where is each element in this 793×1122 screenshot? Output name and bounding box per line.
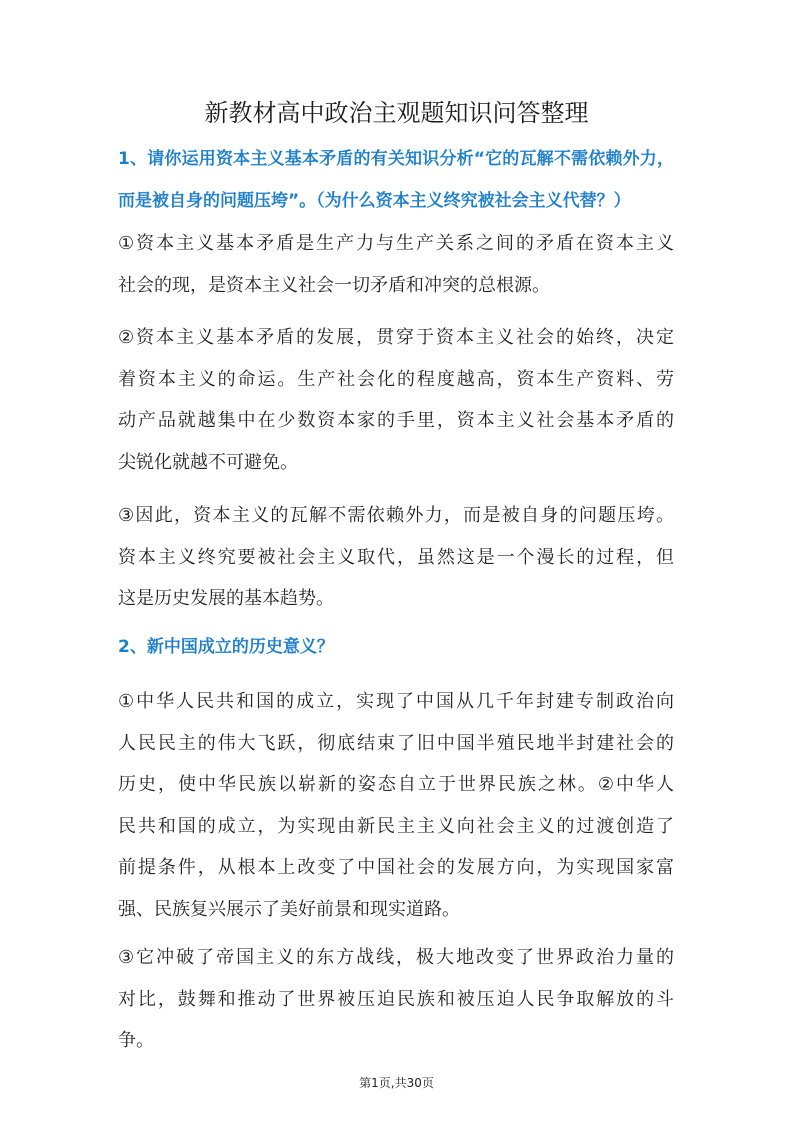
text-line: 而是被自身的问题压垮”。（为什么资本主义终究被社会主义代替？）	[118, 190, 631, 211]
text-line: 争。	[118, 1030, 154, 1051]
text-line: ③因此，资本主义的瓦解不需依赖外力，而是被自身的问题压垮。	[118, 505, 674, 526]
answer-paragraph	[118, 937, 674, 1062]
answer-paragraph	[118, 223, 674, 306]
text-line: 尖锐化就越不可避免。	[118, 451, 298, 473]
text-line: 资本主义终究要被社会主义取代，虽然这是一个漫长的过程，但	[118, 546, 674, 568]
text-line: 2、新中国成立的历史意义？	[118, 637, 334, 657]
document-title: 新教材高中政治主观题知识问答整理	[204, 99, 589, 127]
text-line: 人民民主的伟大飞跃，彻底结束了旧中国半殖民地半封建社会的	[118, 732, 674, 754]
text-line: 前提条件，从根本上改变了中国社会的发展方向，为实现国家富	[118, 857, 674, 878]
question-heading	[118, 627, 674, 669]
page-number: 第1页,共30页	[359, 1076, 434, 1090]
text-line: 强、民族复兴展示了美好前景和现实道路。	[118, 898, 460, 920]
text-line: 动产品就越集中在少数资本家的手里，资本主义社会基本矛盾的	[118, 410, 674, 431]
text-line: ①资本主义基本矛盾是生产力与生产关系之间的矛盾在资本主义	[118, 233, 674, 254]
answer-paragraph	[118, 317, 674, 483]
text-line: 这是历史发展的基本趋势。	[118, 588, 334, 609]
text-line: ①中华人民共和国的成立，实现了中国从几千年封建专制政治向	[118, 691, 674, 712]
text-line: ③它冲破了帝国主义的东方战线，极大地改变了世界政治力量的	[118, 947, 674, 968]
question-heading	[118, 139, 674, 222]
text-line: 对比，鼓舞和推动了世界被压迫民族和被压迫人民争取解放的斗	[118, 988, 674, 1010]
text-line: 民共和国的成立，为实现由新民主主义向社会主义的过渡创造了	[118, 815, 674, 837]
answer-paragraph	[118, 681, 674, 930]
answer-paragraph	[118, 495, 674, 620]
text-line: 1、请你运用资本主义基本矛盾的有关知识分析“它的瓦解不需依赖外力，	[118, 149, 674, 169]
text-line: 历史，使中华民族以崭新的姿态自立于世界民族之林。②中华人	[118, 774, 674, 795]
text-line: ②资本主义基本矛盾的发展，贯穿于资本主义社会的始终，决定	[118, 327, 674, 348]
text-line: 着资本主义的命运。生产社会化的程度越高，资本生产资料、劳	[118, 368, 674, 390]
text-line: 社会的现，是资本主义社会一切矛盾和冲突的总根源。	[118, 274, 550, 296]
